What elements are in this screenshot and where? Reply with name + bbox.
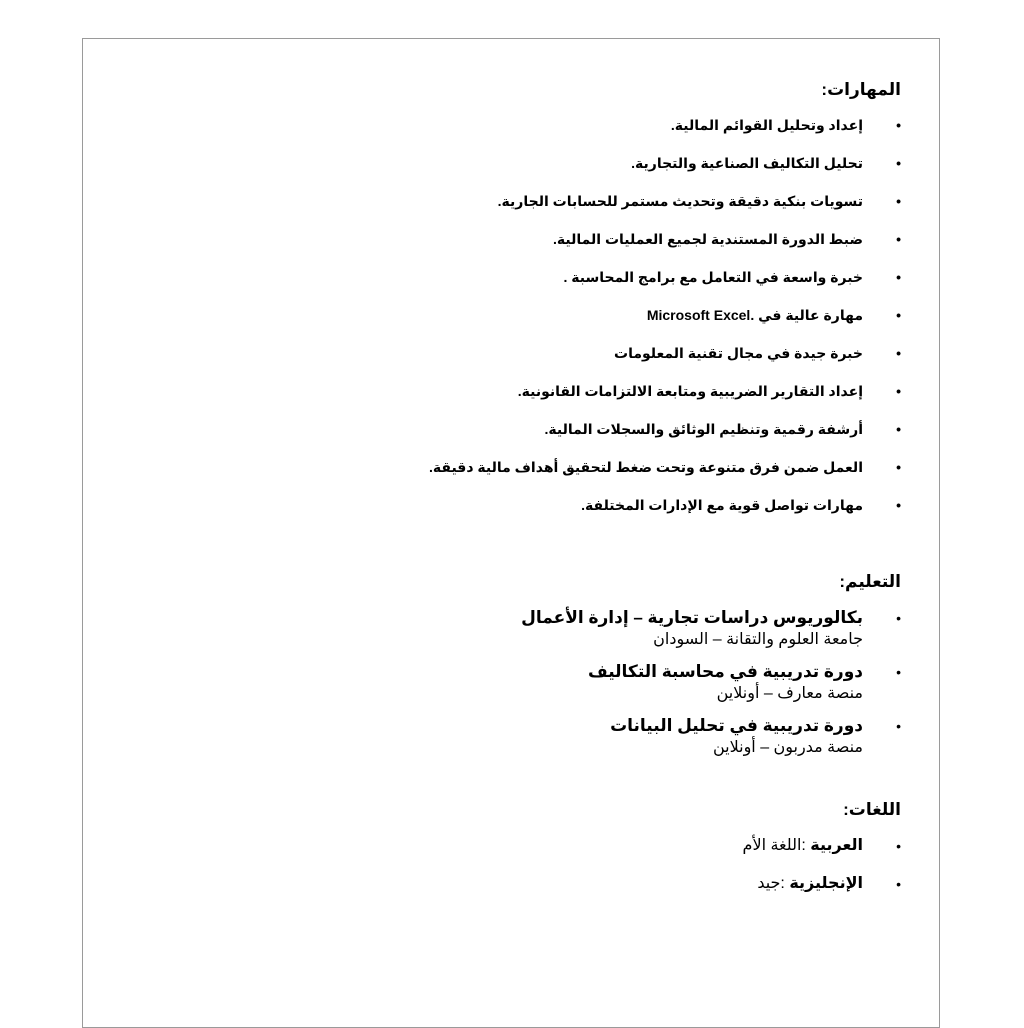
skill-item: • إعداد التقارير الضريبية ومتابعة الالتزامات القانونية. <box>121 381 901 419</box>
skills-heading: المهارات: <box>821 80 901 99</box>
language-level: :جيد <box>757 875 785 892</box>
skill-item: • العمل ضمن فرق متنوعة وتحت ضغط لتحقيق أهداف مالية دقيقة. <box>121 457 901 495</box>
skills-section <box>121 79 901 533</box>
education-item <box>121 715 901 759</box>
document-page <box>82 38 940 1028</box>
education-list <box>121 607 901 759</box>
skill-item: • تسويات بنكية دقيقة وتحديث مستمر للحسابات الجارية. <box>121 191 901 229</box>
skills-list <box>121 115 901 533</box>
education-institution: منصة مدربون – أونلاين <box>712 739 863 756</box>
skill-item: • مهارات تواصل قوية مع الإدارات المختلفة. <box>121 495 901 533</box>
education-title: • دورة تدريبية في محاسبة التكاليف <box>587 662 863 681</box>
skill-item: • إعداد وتحليل القوائم المالية. <box>121 115 901 153</box>
document-content <box>121 79 901 911</box>
education-title: • بكالوريوس دراسات تجارية – إدارة الأعمال <box>521 608 863 627</box>
languages-heading: اللغات: <box>843 800 901 819</box>
language-name: العربية <box>810 837 863 854</box>
skill-item: • خبرة واسعة في التعامل مع برامج المحاسبة . <box>121 267 901 305</box>
education-institution: منصة معارف – أونلاين <box>716 685 863 702</box>
languages-list <box>121 835 901 911</box>
skill-item: • خبرة جيدة في مجال تقنية المعلومات <box>121 343 901 381</box>
skill-item: • ضبط الدورة المستندية لجميع العمليات المالية. <box>121 229 901 267</box>
skill-item: • تحليل التكاليف الصناعية والتجارية. <box>121 153 901 191</box>
education-heading: التعليم: <box>839 572 901 591</box>
skill-item: • أرشفة رقمية وتنظيم الوثائق والسجلات المالية. <box>121 419 901 457</box>
education-item <box>121 661 901 705</box>
education-item <box>121 607 901 651</box>
language-item <box>121 835 901 873</box>
language-name: الإنجليزية <box>789 875 863 892</box>
languages-section <box>121 799 901 911</box>
education-title: • دورة تدريبية في تحليل البيانات <box>610 716 863 735</box>
language-item <box>121 873 901 911</box>
education-institution: جامعة العلوم والتقانة – السودان <box>653 631 863 648</box>
skill-item: • مهارة عالية في .Microsoft Excel <box>121 305 901 343</box>
education-section <box>121 571 901 759</box>
language-level: :اللغة الأم <box>742 837 806 854</box>
